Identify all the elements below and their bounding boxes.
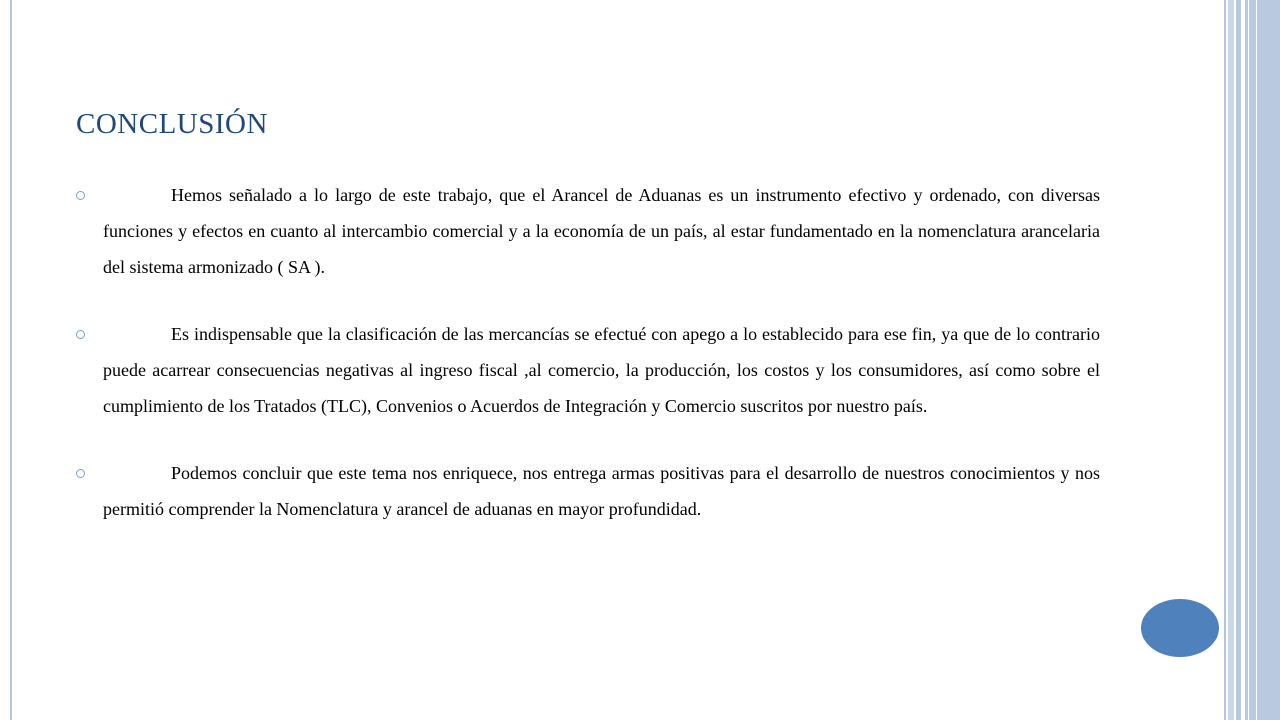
bullet-text: Hemos señalado a lo largo de este trabajo, que el Arancel de Aduanas es un instrumento efectivo y ordenado, con diversas funciones y efectos en cuanto al intercambio comercial y a la economía de un país, al estar fundamentado en la nomenclatura arancelaria del sistema armonizado ( SA ). — [103, 185, 1100, 277]
right-decor-stripe — [1256, 0, 1257, 720]
bullet-item — [76, 316, 1100, 424]
bullet-item — [76, 177, 1100, 285]
bullet-text: Podemos concluir que este tema nos enriquece, nos entrega armas positivas para el desarrollo de nuestros conocimientos y nos permitió comprender la Nomenclatura y arancel de aduanas en mayor profundidad. — [103, 463, 1100, 519]
bullet-circle-icon — [76, 330, 85, 339]
bullet-list — [76, 177, 1100, 527]
bullet-text: Es indispensable que la clasificación de las mercancías se efectué con apego a lo establecido para ese fin, ya que de lo contrario puede acarrear consecuencias negativas al ingreso fiscal ,al comercio, la producción, los costos y los consumidores, así como sobre el cumplimiento de los Tratados (TLC), Convenios o Acuerdos de Integración y Comercio suscritos por nuestro país. — [103, 324, 1100, 416]
left-frame-line — [10, 0, 12, 720]
bullet-circle-icon — [76, 191, 85, 200]
right-decor-stripe — [1253, 0, 1280, 720]
bullet-item — [76, 455, 1100, 527]
bullet-circle-icon — [76, 469, 85, 478]
right-decor-stripe — [1224, 0, 1226, 720]
slide-title: CONCLUSIÓN — [76, 108, 268, 140]
decorative-circle — [1141, 599, 1219, 657]
right-decor-stripe — [1228, 0, 1234, 720]
